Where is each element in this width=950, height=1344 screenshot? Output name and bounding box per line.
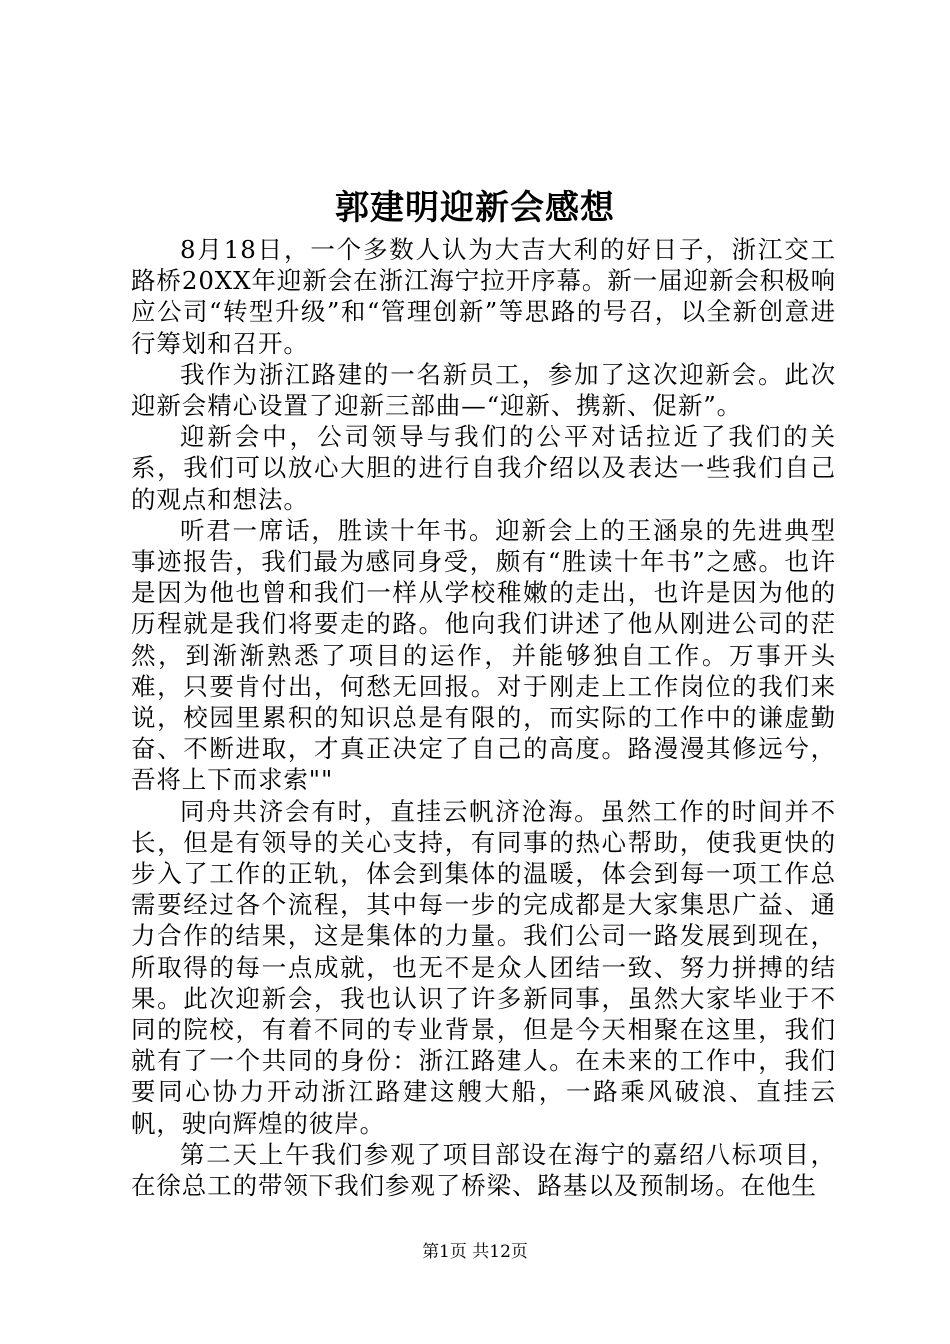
paragraph: 第二天上午我们参观了项目部设在海宁的嘉绍八标项目，在徐总工的带领下我们参观了桥梁、路基以及预制场。在他生 [131,1139,836,1201]
paragraph: 迎新会中，公司领导与我们的公平对话拉近了我们的关系，我们可以放心大胆的进行自我介绍以及表达一些我们自己的观点和想法。 [131,422,836,514]
page-number-footer: 第1页 共12页 [422,1242,528,1262]
paragraph: 听君一席话，胜读十年书。迎新会上的王涵泉的先进典型事迹报告，我们最为感同身受，颇有“胜读十年书”之感。也许是因为他也曾和我们一样从学校稚嫩的走出，也许是因为他的历程就是我们将要走的路。他向我们讲述了他从刚进公司的茫然，到渐渐熟悉了项目的运作，并能够独自工作。万事开头难，只要肯付出，何愁无回报。对于刚走上工作岗位的我们来说，校园里累积的知识总是有限的，而实际的工作中的谦虚勤奋、不断进取，才真正决定了自己的高度。路漫漫其修远兮，吾将上下而求索"" [131,515,836,795]
document-body [131,234,836,1201]
paragraph: 同舟共济会有时，直挂云帆济沧海。虽然工作的时间并不长，但是有领导的关心支持，有同事的热心帮助，使我更快的步入了工作的正轨，体会到集体的温暖，体会到每一项工作总需要经过各个流程，其中每一步的完成都是大家集思广益、通力合作的结果，这是集体的力量。我们公司一路发展到现在，所取得的每一点成就，也无不是众人团结一致、努力拼搏的结果。此次迎新会，我也认识了许多新同事，虽然大家毕业于不同的院校，有着不同的专业背景，但是今天相聚在这里，我们就有了一个共同的身份：浙江路建人。在未来的工作中，我们要同心协力开动浙江路建这艘大船，一路乘风破浪、直挂云帆，驶向辉煌的彼岸。 [131,796,836,1138]
paragraph: 我作为浙江路建的一名新员工，参加了这次迎新会。此次迎新会精心设置了迎新三部曲—“迎新、携新、促新”。 [131,359,836,421]
document-title: 郭建明迎新会感想 [335,188,615,228]
paragraph: 8月18日，一个多数人认为大吉大利的好日子，浙江交工路桥20XX年迎新会在浙江海宁拉开序幕。新一届迎新会积极响应公司“转型升级”和“管理创新”等思路的号召，以全新创意进行筹划和召开。 [131,235,836,358]
